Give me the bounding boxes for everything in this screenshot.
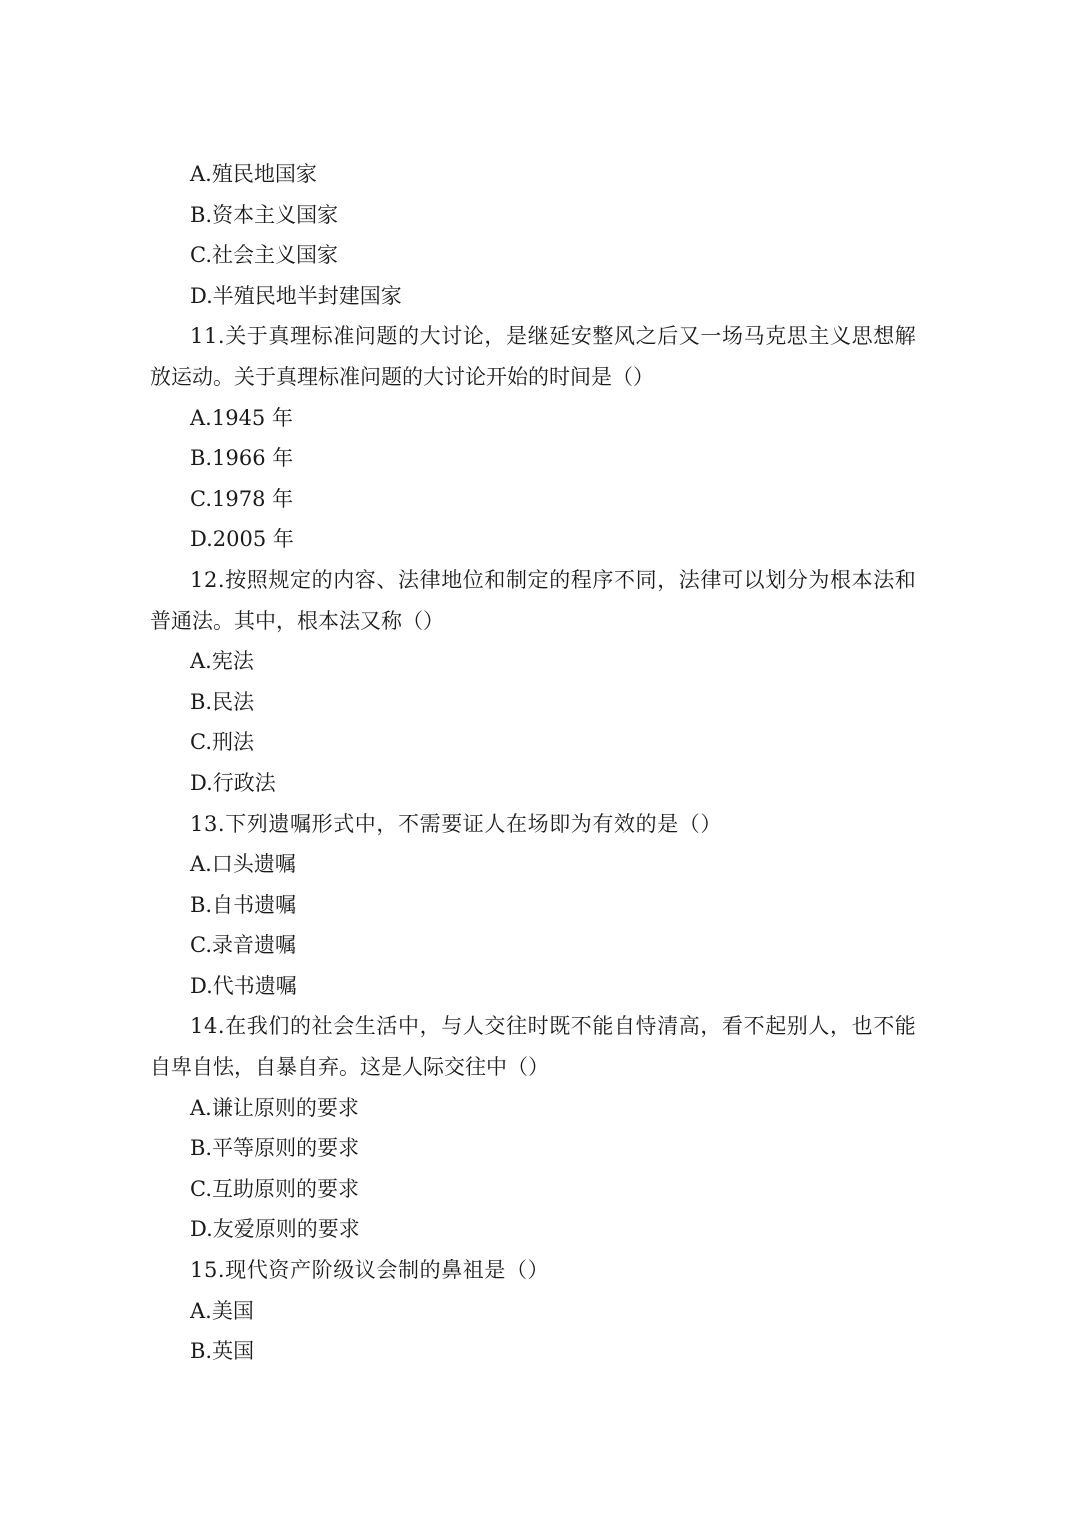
option-12-c: C.刑法: [190, 730, 254, 755]
option-13-c: C.录音遗嘱: [190, 933, 296, 958]
option-13-a: A.口头遗嘱: [190, 852, 296, 877]
option-d10-b: B.资本主义国家: [190, 202, 339, 227]
question-12-text: 12.按照规定的内容、法律地位和制定的程序不同，法律可以划分为根本法和: [190, 567, 917, 592]
question-list: [150, 154, 930, 1372]
question-14-text: 14.在我们的社会生活中，与人交往时既不能自恃清高，看不起别人，也不能: [190, 1014, 917, 1039]
question-12-text-cont: 普通法。其中，根本法又称（）: [150, 608, 444, 633]
option-13-b: B.自书遗嘱: [190, 892, 297, 917]
option-14-a: A.谦让原则的要求: [190, 1095, 359, 1120]
option-14-d: D.友爱原则的要求: [190, 1217, 360, 1242]
question-13-text: 13.下列遗嘱形式中，不需要证人在场即为有效的是（）: [190, 811, 722, 836]
option-11-d: D.2005 年: [190, 527, 294, 552]
option-d10-a: A.殖民地国家: [190, 162, 317, 186]
option-14-b: B.平等原则的要求: [190, 1136, 360, 1161]
option-11-c: C.1978 年: [190, 486, 294, 511]
question-14-text-cont: 自卑自怯，自暴自弃。这是人际交往中（）: [150, 1055, 549, 1080]
option-12-a: A.宪法: [190, 649, 254, 674]
option-d10-d: D.半殖民地半封建国家: [190, 283, 402, 308]
question-15-text: 15.现代资产阶级议会制的鼻祖是（）: [190, 1258, 550, 1283]
option-13-d: D.代书遗嘱: [190, 973, 297, 998]
option-15-b: B.英国: [190, 1339, 255, 1364]
option-11-a: A.1945 年: [190, 405, 293, 430]
option-12-b: B.民法: [190, 689, 255, 714]
option-12-d: D.行政法: [190, 770, 276, 795]
option-d10-c: C.社会主义国家: [190, 243, 338, 268]
option-14-c: C.互助原则的要求: [190, 1176, 359, 1201]
question-11-text-cont: 放运动。关于真理标准问题的大讨论开始的时间是（）: [150, 364, 654, 389]
option-11-b: B.1966 年: [190, 446, 294, 471]
option-15-a: A.美国: [190, 1298, 254, 1323]
question-11-text: 11.关于真理标准问题的大讨论，是继延安整风之后又一场马克思主义思想解: [190, 324, 917, 349]
